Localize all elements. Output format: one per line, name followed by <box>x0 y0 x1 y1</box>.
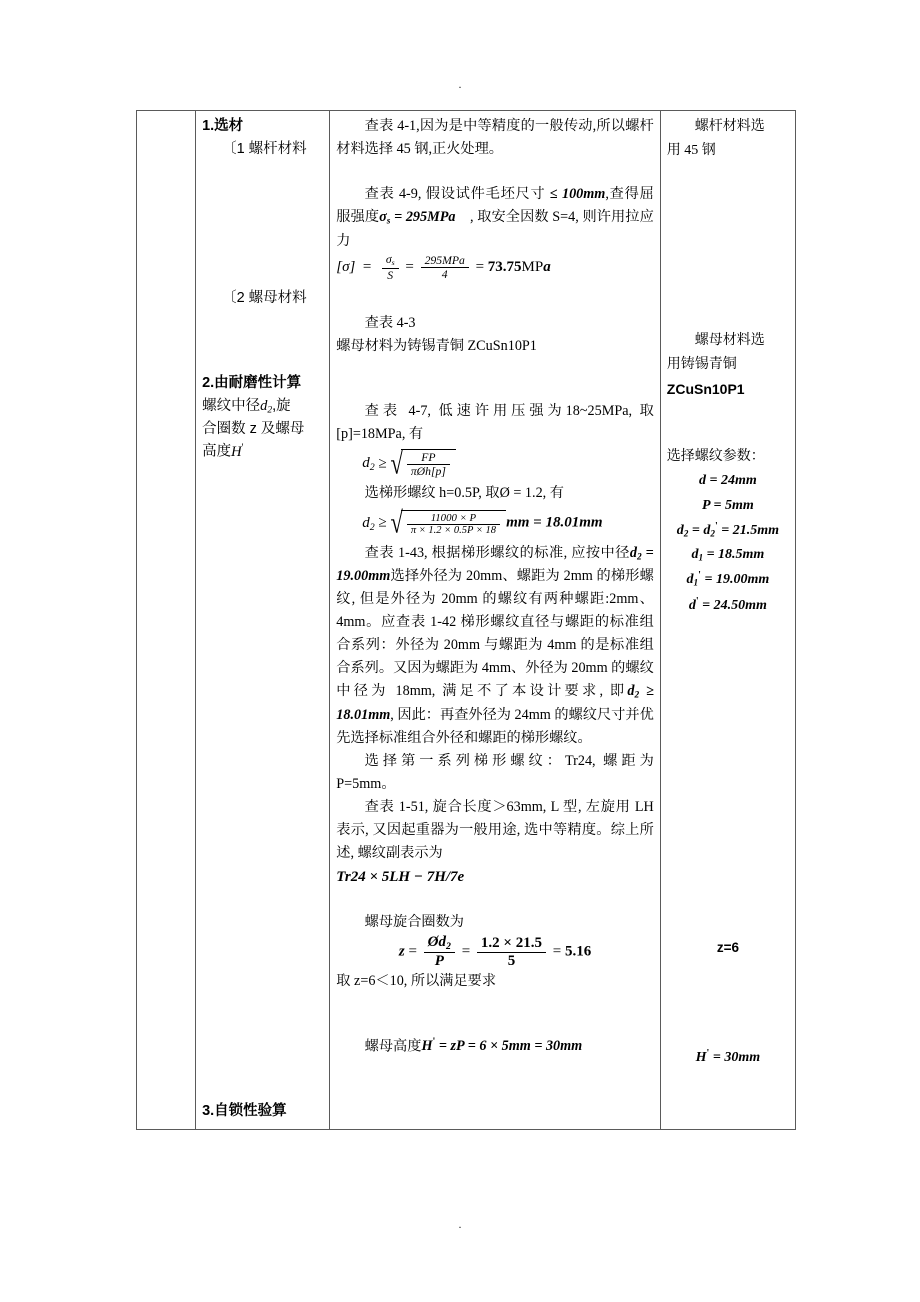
step-4-title: 3.自锁性验算 <box>202 1102 287 1119</box>
body-3-p8: 取 z=6＜10, 所以满足要求 <box>336 973 497 990</box>
step-material <box>202 115 323 161</box>
body-3-p3b: 选择外径为 20mm、螺距为 2mm 的梯形螺纹, 但是外径为 20mm 的螺纹有两种螺距:2mm、4mm。应查表 1-42 梯形螺纹直径与螺距的标准组合系列：外径为 20mm 与螺距为 4mm 的是标准组合系列。又因为螺距为 4mm、外径为 20mm 的螺纹中径为 18mm, 满足不了本设计要求, 即 <box>336 568 654 700</box>
body-3-p3c: , 因此：再查外径为 24mm 的螺纹尺寸并优先选择标准组合外径和螺距的梯形螺纹。 <box>336 707 654 747</box>
page-top-mark: . <box>458 77 462 91</box>
step-2-sub: 〔2 螺母材料 <box>222 289 307 306</box>
body-1-p2 <box>336 183 654 253</box>
table-row <box>137 111 796 1130</box>
formula-d2-general: $d_2$ ≥ √ $\frac{FP}{\text{πØh[p]}}$ <box>336 446 654 482</box>
body-2-p1: 查表 4-3 <box>364 314 416 331</box>
result-1-line1: 螺杆材料选 <box>694 119 765 134</box>
step-3-line3: 合圈数 z 及螺母 <box>202 420 305 437</box>
step-3-line2: 螺纹中径$d_2$,旋 <box>202 397 291 416</box>
result-3-z: z=6 <box>716 939 739 955</box>
body-3-p3a: 查表 1-43, 根据梯形螺纹的标准, 应按中径 <box>364 544 630 561</box>
result-3-d: d = 24mm <box>699 473 757 489</box>
body-3-p1: 查表 4-7, 低速许用压强为18~25MPa, 取[p]=18MPa, 有 <box>336 402 654 442</box>
result-4-H: H' = 30mm <box>695 1047 761 1066</box>
result-2-line3: ZCuSn10P1 <box>666 381 745 398</box>
body-3-d2val: $d_2 = 19.00mm$ <box>336 544 654 585</box>
body-1-p2b: ,查得屈服强度 <box>336 186 654 225</box>
result-1-line2: 用 45 钢 <box>666 143 716 159</box>
result-2-line1: 螺母材料选 <box>694 333 765 349</box>
body-3-d2min: $d_2 \ge 18.01mm$ <box>336 683 654 724</box>
step-3-line4: 高度H' <box>202 442 244 460</box>
body-1-p1: 查表 4-1,因为是中等精度的一般传动,所以螺杆材料选择 45 钢,正火处理。 <box>336 118 654 157</box>
body-3-p2: 选梯形螺纹 h=0.5P, 取Ø = 1.2, 有 <box>364 485 564 502</box>
result-3-d1p: $d_1' = 19.00mm$ <box>686 570 770 588</box>
body-1-le: ≤ 100mm <box>549 186 606 202</box>
body-4-p1: 螺母高度H' = zP = 6 × 5mm = 30mm <box>364 1037 583 1055</box>
body-1-p2c: , 取安全因数 S=4, 则许用拉应力 <box>336 209 654 249</box>
cell-steps <box>196 111 330 1130</box>
result-2-line2: 用铸锡青铜 <box>666 357 737 373</box>
step-1-sub: 〔1 螺杆材料 <box>222 140 307 157</box>
cell-gutter <box>137 111 196 1130</box>
step-1-title: 1.选材 <box>202 118 244 134</box>
body-2-p2: 螺母材料为铸锡青铜 ZCuSn10P1 <box>336 337 537 354</box>
formula-d2-numeric: $d_2$ ≥ √ $\frac{11000 \times P}{\pi \times 1.2 \times 0.5P \times 18}$ mm = 18.01mm <box>362 505 603 540</box>
body-3-p7: 螺母旋合圈数为 <box>364 914 464 931</box>
result-3-d1: $d_1 = 18.5mm$ <box>691 546 765 563</box>
cell-body <box>330 111 661 1130</box>
result-3-P: P = 5mm <box>701 497 754 513</box>
page-bottom-mark: . <box>458 1217 462 1231</box>
step-wear-calc <box>202 372 323 464</box>
cell-results <box>660 111 795 1130</box>
result-3-d2: $d_2 = d_2' = 21.5mm$ <box>676 520 780 539</box>
step-nut-material <box>202 287 323 310</box>
result-3-dp: d' = 24.50mm <box>688 595 767 613</box>
body-3-p5: 查表 1-51, 旋合长度＞63mm, L 型, 左旋用 LH 表示, 又因起重器为一般用途, 选中等精度。综上所述, 螺纹副表示为 <box>336 799 654 862</box>
formula-allowable-stress: [σ] = $\frac{\sigma_s}{S}$ = $\frac{\text{295MPa}}{4}$ = 73.75MPa <box>336 252 551 282</box>
body-3-thread-designation: Tr24 × 5LH − 7H/7e <box>336 869 465 886</box>
body-1-p2a: 查表 4-9, 假设试件毛坯尺寸 <box>364 186 546 202</box>
body-3-p3 <box>336 542 654 751</box>
body-1-sigma: $\sigma_s = 295MPa$ <box>379 209 456 227</box>
result-3-title: 选择螺纹参数： <box>666 449 765 465</box>
step-selflock <box>202 1100 323 1123</box>
formula-z: z = $\frac{Ød_2}{P}$ = $\frac{1.2 \times 21.5}{5}$ = 5.16 <box>398 934 592 970</box>
body-3-p4: 选择第一系列梯形螺纹：Tr24, 螺距为P=5mm。 <box>336 753 654 793</box>
step-3-line1: 2.由耐磨性计算 <box>202 374 302 391</box>
design-calculation-table <box>136 110 796 1130</box>
